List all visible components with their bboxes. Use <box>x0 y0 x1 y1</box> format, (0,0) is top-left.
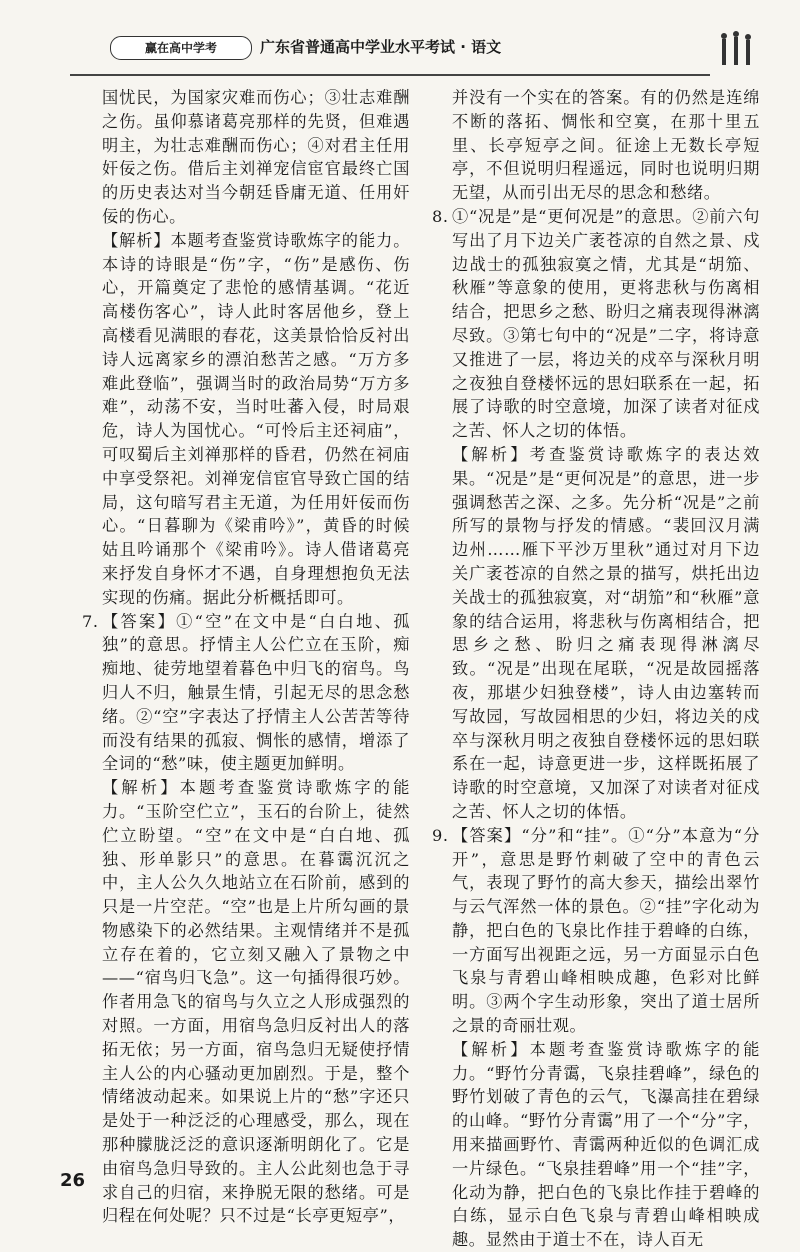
item7-continued: 并没有一个实在的答案。有的仍然是连绵不断的落拓、惆怅和空寞，在那十里五里、长亭短亭之间。征途上无数长亭短亭，不但说明归程遥远，同时也说明归期无望，从而引出无尽的思念和愁绪。 <box>452 88 760 203</box>
header-rule <box>70 74 710 76</box>
page-number: 26 <box>60 1170 86 1191</box>
series-logo: 赢在高中学考 <box>110 36 252 60</box>
item8-analysis: 【解析】考查鉴赏诗歌炼字的表达效果。“况是”是“更何况是”的意思，进一步强调愁苦之深、之多。先分析“况是”之前所写的景物与抒发的情感。“裴回汉月满边州……雁下平沙万里秋”通过对月下边关广袤苍凉的自然之景的描写，烘托出边关战士的孤独寂寞，对“胡笳”和“秋雁”意象的结合运用，将悲秋与伤离相结合，把思乡之愁、盼归之痛表现得淋漓尽致。“况是”出现在尾联，“况是故园摇落夜，那堪少妇独登楼”，诗人由边塞转而写故园，写故园相思的少妇，将边关的戍卒与深秋月明之夜独自登楼怀远的思妇联系在一起，诗意更进一步，这样既拓展了诗歌的时空意境，又加深了对读者对征戍之苦、怀人之切的体悟。 <box>452 444 760 821</box>
book-title: 广东省普通高中学业水平考试 · 语文 <box>260 38 502 56</box>
item8-number: 8. <box>432 206 449 226</box>
item8-answer: ①“况是”是“更何况是”的意思。②前六句写出了月下边关广袤苍凉的自然之景、戍边战士的孤独寂寞之情，尤其是“胡笳、秋雁”等意象的使用，更将悲秋与伤离相结合，把思乡之愁、盼归之痛表现得淋漓尽致。③第七句中的“况是”二字，将诗意又推进了一层，将边关的戍卒与深秋月明之夜独自登楼怀远的思妇联系在一起，拓展了诗歌的时空意境，加深了读者对征戍之苦、怀人之切的体悟。 <box>452 206 760 441</box>
item-7 <box>82 610 410 1229</box>
left-column <box>82 86 410 1228</box>
right-column <box>432 86 760 1252</box>
item7-analysis: 【解析】本题考查鉴赏诗歌炼字的能力。“玉阶空伫立”，玉石的台阶上，徒然伫立盼望。“空”在文中是“白白地、孤独、形单影只”的意思。在暮霭沉沉之中，主人公久久地站立在石阶前，感到的只是一片空茫。“空”也是上片所勾画的景物感染下的必然结果。主观情绪并不是孤立存在着的，它立刻又融入了景物之中——“宿鸟归飞急”。这一句插得很巧妙。作者用急飞的宿鸟与久立之人形成强烈的对照。一方面，用宿鸟急归反衬出人的落拓无依；另一方面，宿鸟急归无疑使抒情主人公的内心骚动更加剧烈。于是，整个情绪波动起来。如果说上片的“愁”字还只是处于一种泛泛的心理感受，那么，现在那种朦胧泛泛的意识逐渐明朗化了。它是由宿鸟急归导致的。主人公此刻也急于寻求自己的归宿，来挣脱无限的愁绪。可是归程在何处呢？只不过是“长亭更短亭”， <box>102 778 410 1226</box>
item-9 <box>432 824 760 1252</box>
item9-number: 9. <box>432 825 449 845</box>
item6-analysis: 【解析】本题考查鉴赏诗歌炼字的能力。本诗的诗眼是“伤”字，“伤”是感伤、伤心，开篇奠定了悲怆的感情基调。“花近高楼伤客心”，诗人此时客居他乡，登上高楼看见满眼的春花，这美景恰恰反衬出诗人远离家乡的漂泊愁苦之感。“万方多难此登临”，强调当时的政治局势“万方多难”，动荡不安，当时吐蕃入侵，时局艰危，诗人为国忧心。“可怜后主还祠庙”，可叹蜀后主刘禅那样的昏君，仍然在祠庙中享受祭祀。刘禅宠信宦官导致亡国的结局，这句暗写君主无道，为任用奸佞而伤心。“日暮聊为《梁甫吟》”，黄昏的时候姑且吟诵那个《梁甫吟》。诗人借诸葛亮来抒发自身怀才不遇，自身理想抱负无法实现的伤痛。据此分析概括即可。 <box>102 230 410 607</box>
item6-continued: 国忧民，为国家灾难而伤心；③壮志难酬之伤。虽仰慕诸葛亮那样的先贤，但难遇明主，为壮志难酬而伤心；④对君主任用奸佞之伤。借后主刘禅宠信宦官最终亡国的历史表达对当今朝廷昏庸无道、任用奸佞的伤心。 <box>102 88 410 226</box>
item9-analysis: 【解析】本题考查鉴赏诗歌炼字的能力。“野竹分青霭，飞泉挂碧峰”，绿色的野竹划破了青色的云气，飞瀑高挂在碧绿的山峰。“野竹分青霭”用了一个“分”字，用来描画野竹、青霭两种近似的色调汇成一片绿色。“飞泉挂碧峰”用一个“挂”字，化动为静，把白色的飞泉比作挂于碧峰的白练，显示白色飞泉与青碧山峰相映成趣。显然由于道士不在，诗人百无 <box>452 1039 760 1250</box>
page-header <box>70 30 760 76</box>
item7-number: 7. <box>82 611 99 631</box>
item7-answer: 【答案】①“空”在文中是“白白地、孤独”的意思。抒情主人公伫立在玉阶，痴痴地、徒劳地望着暮色中归飞的宿鸟。鸟归人不归，触景生情，引起无尽的思念愁绪。②“空”字表达了抒情主人公苦苦等待而没有结果的孤寂、惆怅的感情，增添了全词的“愁”味，使主题更加鲜明。 <box>102 611 410 774</box>
item-8 <box>432 205 760 824</box>
item9-answer: 【答案】“分”和“挂”。①“分”本意为“分开”，意思是野竹刺破了空中的青色云气，表现了野竹的高大参天，描绘出翠竹与云气浑然一体的景色。②“挂”字化动为静，把白色的飞泉比作挂于碧峰的白练，一方面写出视距之远，另一方面显示白色飞泉与青碧山峰相映成趣，色彩对比鲜明。③两个字生动形象，突出了道士居所之景的奇丽壮观。 <box>452 825 760 1036</box>
figures-decoration-icon <box>716 30 760 70</box>
